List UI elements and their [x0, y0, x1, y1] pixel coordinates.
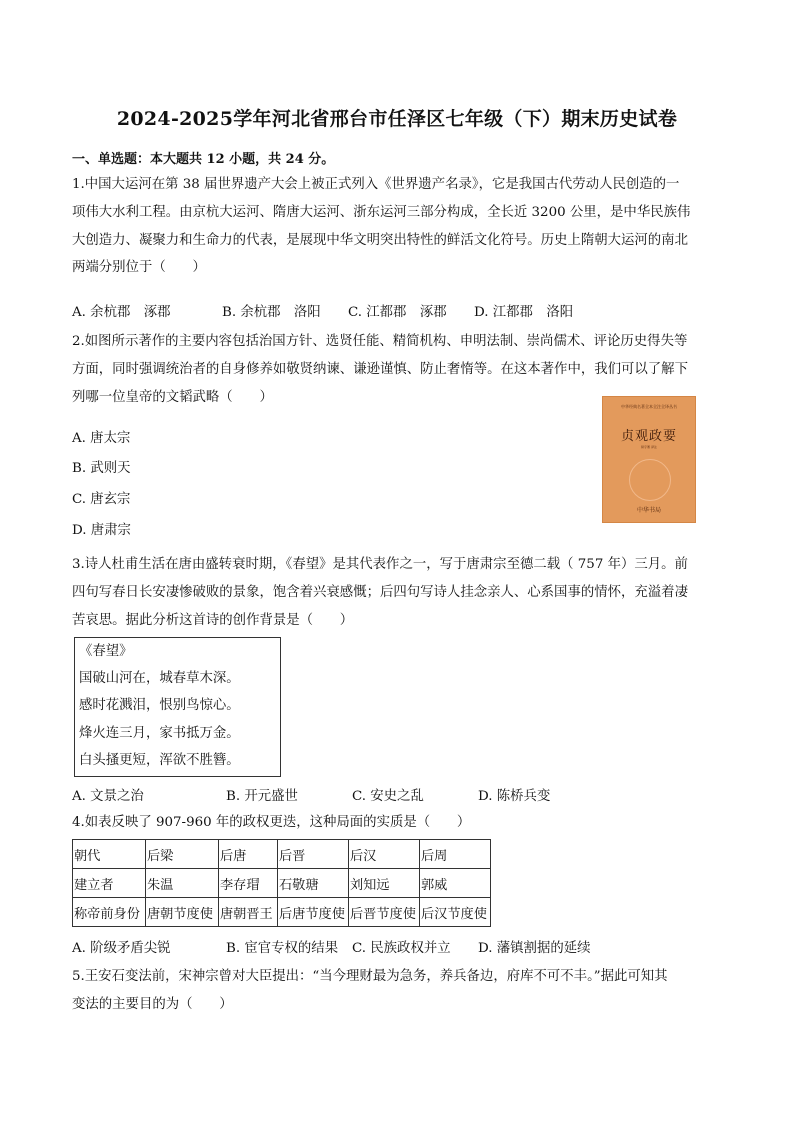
poem-title: 《春望》: [79, 644, 133, 659]
question-3: [72, 551, 722, 634]
table-cell: 后梁: [146, 840, 219, 869]
table-cell: 后周: [420, 840, 491, 869]
question-1-line: 1.中国大运河在第 38 届世界遗产大会上被正式列入《世界遗产名录》，它是我国古代劳动人民创造的一: [72, 177, 680, 192]
table-cell: 刘知远: [349, 869, 420, 898]
book-subtitle: 骈宇骞 译注: [641, 445, 657, 449]
option-d[interactable]: D. 江都郡 洛阳: [474, 305, 574, 320]
option-a[interactable]: A. 文景之治: [72, 789, 144, 804]
table-cell: 称帝前身份: [73, 898, 146, 927]
option-b[interactable]: B. 余杭郡 洛阳: [222, 305, 321, 320]
poem-line: 国破山河在，城春草木深。: [79, 671, 240, 686]
table-cell: 唐朝晋王: [219, 898, 278, 927]
question-2-line: 2.如图所示著作的主要内容包括治国方针、选贤任能、精简机构、申明法制、崇尚儒术、评论历史得失等: [72, 334, 688, 349]
page-title: 2024-2025学年河北省邢台市任泽区七年级（下）期末历史试卷: [116, 108, 678, 130]
table-cell: 石敬瑭: [278, 869, 349, 898]
book-series: 中华经典名著全本全注全译丛书: [621, 404, 677, 409]
table-cell: 后唐: [219, 840, 278, 869]
option-a[interactable]: A. 唐太宗: [72, 431, 131, 446]
table-row: [73, 840, 491, 869]
question-5: [72, 963, 722, 1019]
question-3-line: 3.诗人杜甫生活在唐由盛转衰时期，《春望》是其代表作之一，写于唐肃宗至德二载（ 757 年）三月。前: [72, 557, 688, 572]
option-c[interactable]: C. 安史之乱: [352, 789, 424, 804]
table-row: [73, 869, 491, 898]
question-1-options: [72, 301, 573, 320]
question-4-line: 4.如表反映了 907-960 年的政权更迭，这种局面的实质是（ ）: [72, 815, 471, 830]
table-cell: 后唐节度使: [278, 898, 349, 927]
dynasty-table: [72, 839, 491, 927]
table-cell: 后晋: [278, 840, 349, 869]
question-1-line: 项伟大水利工程。由京杭大运河、隋唐大运河、浙东运河三部分构成，全长近 3200 公里，是中华民族伟: [72, 204, 691, 220]
question-5-line: 变法的主要目的为（ ）: [72, 996, 233, 1012]
option-c[interactable]: C. 唐玄宗: [72, 492, 131, 507]
table-cell: 建立者: [73, 869, 146, 898]
option-c[interactable]: C. 民族政权并立: [352, 941, 451, 956]
option-b[interactable]: B. 开元盛世: [226, 789, 298, 804]
table-cell: 唐朝节度使: [146, 898, 219, 927]
poem-line: 感时花溅泪，恨别鸟惊心。: [79, 698, 240, 713]
option-b[interactable]: B. 宦官专权的结果: [226, 941, 339, 956]
question-1: [72, 171, 722, 282]
option-c[interactable]: C. 江都郡 涿郡: [348, 305, 447, 320]
question-4-options: [72, 937, 591, 956]
question-1-line: 两端分别位于（ ）: [72, 260, 206, 276]
section-heading: 一、单选题：本大题共 12 小题，共 24 分。: [72, 152, 335, 167]
option-d[interactable]: D. 陈桥兵变: [478, 789, 551, 804]
book-publisher: 中华书局: [636, 507, 661, 514]
question-3-line: 苦哀思。据此分析这首诗的创作背景是（ ）: [72, 612, 354, 628]
book-emblem: [629, 459, 671, 501]
question-2-line: 列哪一位皇帝的文韬武略（ ）: [72, 389, 273, 405]
question-2-line: 方面，同时强调统治者的自身修养如敬贤纳谏、谦逊谨慎、防止奢惰等。在这本著作中，我们可以了解下: [72, 361, 688, 377]
question-3-line: 四句写春日长安凄惨破败的景象，饱含着兴衰感慨；后四句写诗人挂念亲人、心系国事的情怀，充溢着凄: [72, 584, 688, 600]
table-cell: 朝代: [73, 840, 146, 869]
book-cover-image: [602, 396, 696, 523]
table-row: [73, 898, 491, 927]
option-a[interactable]: A. 阶级矛盾尖锐: [72, 941, 171, 956]
option-b[interactable]: B. 武则天: [72, 461, 131, 476]
table-cell: 郭威: [420, 869, 491, 898]
book-title: 贞观政要: [620, 429, 677, 444]
table-cell: 朱温: [146, 869, 219, 898]
table-cell: 李存瑁: [219, 869, 278, 898]
poem-line: 烽火连三月，家书抵万金。: [79, 726, 240, 741]
poem-box: [74, 637, 281, 777]
question-1-line: 大创造力、凝聚力和生命力的代表，是展现中华文明突出特性的鲜活文化符号。历史上隋朝大运河的南北: [72, 232, 688, 248]
table-cell: 后晋节度使: [349, 898, 420, 927]
question-5-line: 5.王安石变法前，宋神宗曾对大臣提出：“当今理财最为急务，养兵备边，府库不可不丰。”据此可知其: [72, 969, 668, 984]
question-3-options: [72, 785, 550, 804]
table-cell: 后汉节度使: [420, 898, 491, 927]
option-d[interactable]: D. 唐肃宗: [72, 523, 131, 538]
option-a[interactable]: A. 余杭郡 涿郡: [72, 305, 171, 320]
question-4: [72, 809, 722, 837]
poem-line: 白头搔更短，浑欲不胜簪。: [79, 753, 240, 768]
option-d[interactable]: D. 藩镇割据的延续: [478, 941, 591, 956]
table-cell: 后汉: [349, 840, 420, 869]
